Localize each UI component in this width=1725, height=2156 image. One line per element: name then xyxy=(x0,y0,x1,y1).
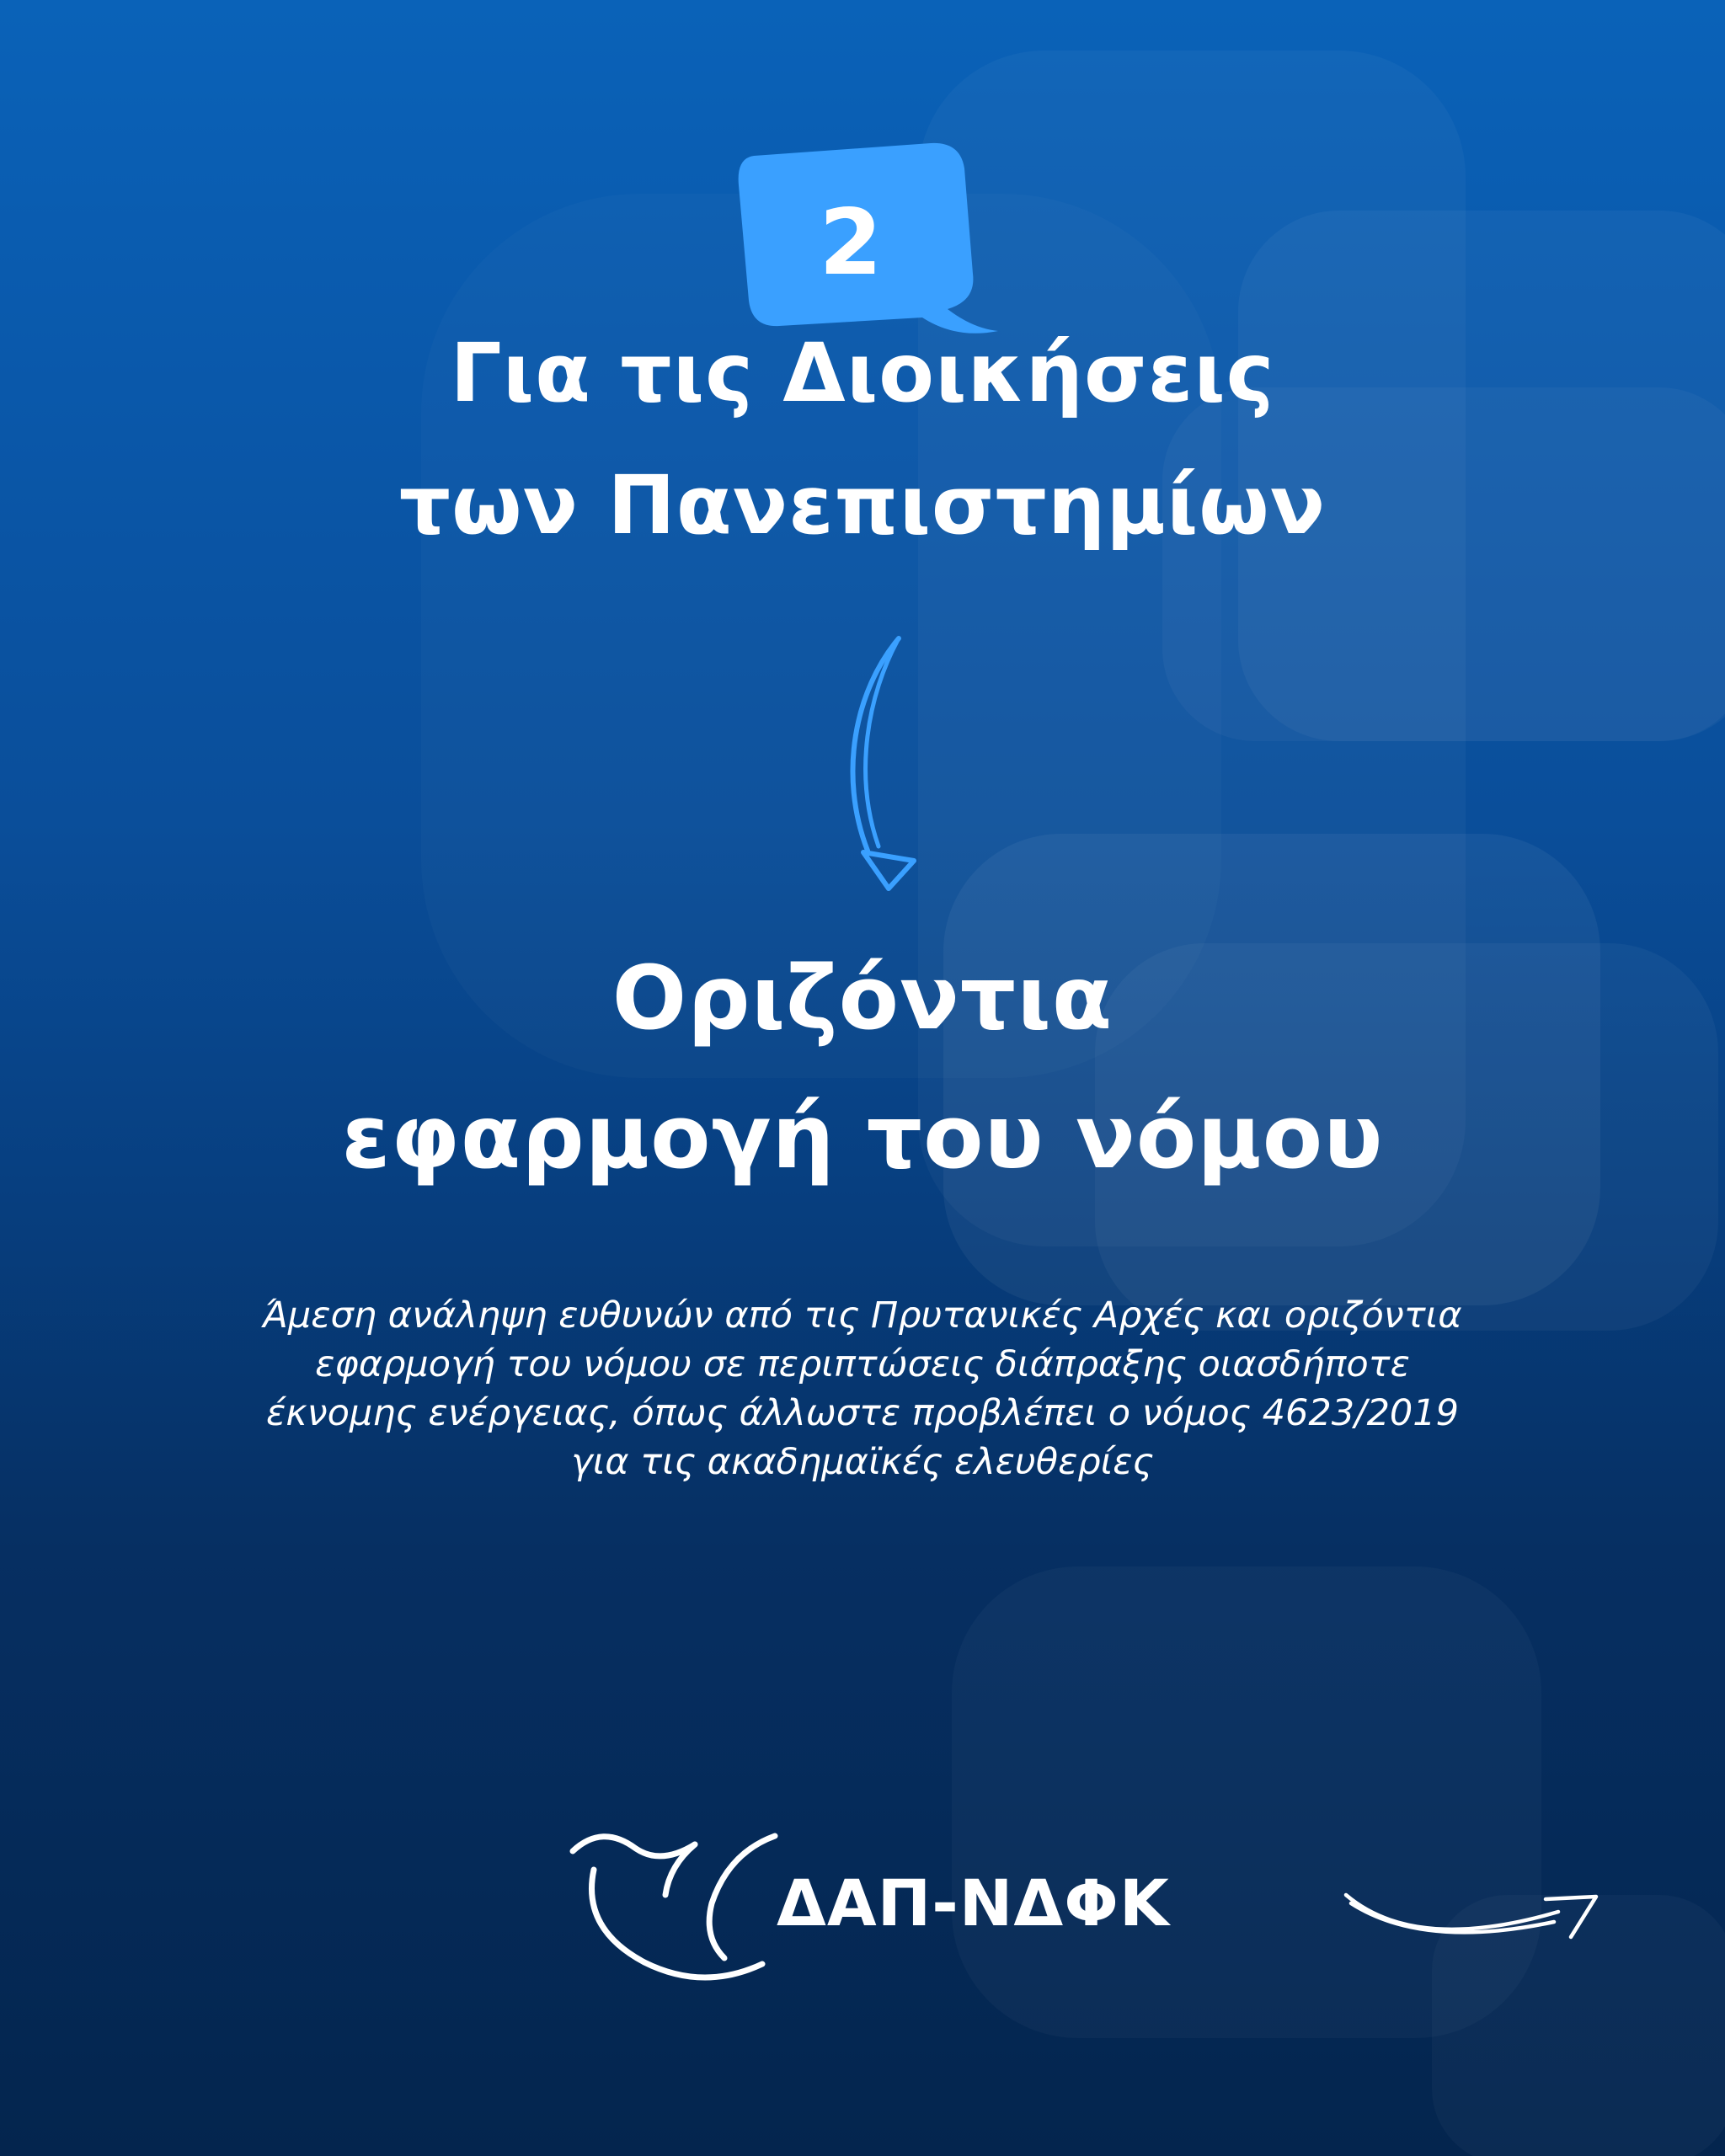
dove-logo-icon xyxy=(569,1819,783,1988)
body-line: έκνομης ενέργειας, όπως άλλωστε προβλέπει ο νόμος 4623/2019 xyxy=(266,1392,1459,1434)
headline-main-line-1: Οριζόντια xyxy=(611,947,1114,1049)
body-line: εφαρμογή του νόμου σε περιπτώσεις διάπραξης οιασδήποτε xyxy=(315,1343,1410,1385)
headline-main-line-2: εφαρμογή του νόμου xyxy=(341,1086,1384,1188)
body-line: για τις ακαδημαϊκές ελευθερίες xyxy=(571,1441,1154,1483)
bg-shape xyxy=(1162,387,1725,741)
logo-text: ΔΑΠ-ΝΔΦΚ xyxy=(777,1865,1170,1940)
headline-top-line-2: των Πανεπιστημίων xyxy=(398,458,1327,552)
body-line: Άμεση ανάληψη ευθυνών από τις Πρυτανικές Αρχές και οριζόντια xyxy=(263,1294,1462,1337)
badge-number: 2 xyxy=(819,190,883,296)
swoosh-next-arrow-icon[interactable] xyxy=(1339,1870,1609,1962)
curved-down-arrow-icon xyxy=(821,632,939,901)
headline-top-line-1: Για τις Διοικήσεις xyxy=(450,326,1275,420)
body-paragraph xyxy=(152,1291,1573,1486)
